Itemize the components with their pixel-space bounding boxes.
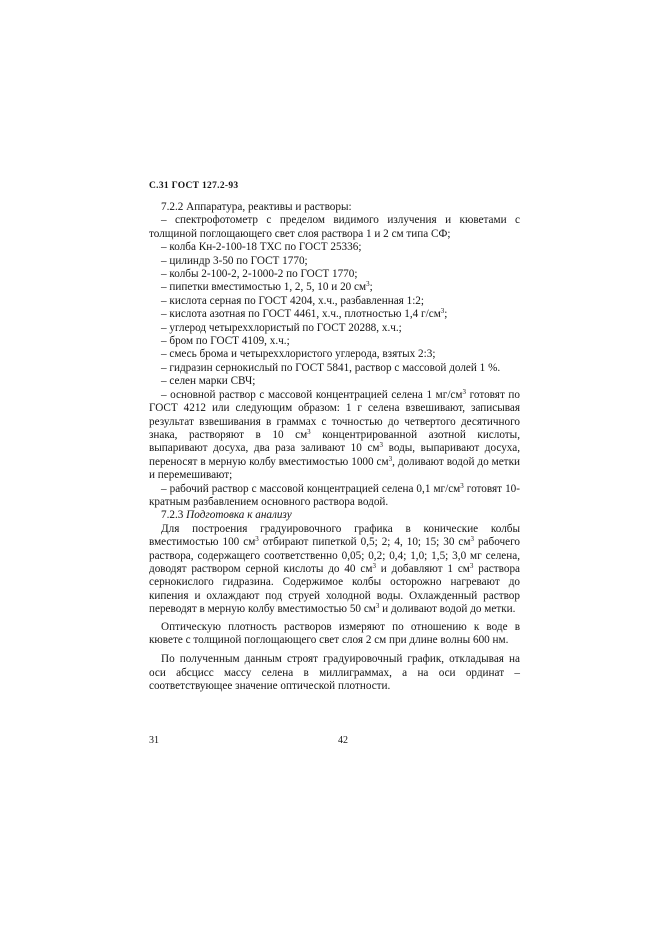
list-item [149,281,520,294]
list-item-tail: ; [444,308,448,321]
text-span: раствора сернокислого гидразина. Содержимое колбы осторожно нагревают до кипения и охлаждают под струей холодной воды. Охлажденный раствор переводят в мерную колбу вместимостью 50 см [149,562,520,616]
superscript: 3 [379,441,384,450]
list-item: – гидразин сернокислый по ГОСТ 5841, раствор с массовой долей 1 %. [161,361,501,374]
basic-solution-paragraph [149,389,520,483]
superscript: 3 [462,387,466,396]
text-span: концентрированной азотной кислоты, выпаривают досуха, два раза заливают 10 см [149,428,520,455]
section-722-title: 7.2.2 Аппаратура, реактивы и растворы: [161,201,352,213]
list-item: – колбы 2-100-2, 2-1000-2 по ГОСТ 1770; [161,268,358,281]
list-item: – бром по ГОСТ 4109, х.ч.; [161,335,290,348]
superscript: 3 [255,535,259,544]
superscript: 3 [460,481,464,490]
superscript: 3 [307,427,311,436]
superscript: 3 [440,307,445,316]
text-span: готовят по ГОСТ 4212 или следующим образом: 1 г селена взвешивают, записывая результат взвешивания в граммах с точностью до четвертого десятичного знака, растворяют в 10 см [149,388,520,441]
list-item [149,308,520,321]
text-span: и доливают водой до метки. [379,603,516,616]
list-item: – селен марки СВЧ; [161,375,256,388]
footer-page-number-center: 42 [338,735,348,746]
superscript: 3 [388,454,393,463]
section-number: 7.2.3 [161,509,184,522]
graph-paragraph: По полученным данным строят градуировочный график, откладывая на оси абсцисс массу селена в миллиграммах, а на оси ординат – соответствующее значение оптической плотности. [149,653,520,693]
text-span: – рабочий раствор с массовой концентрацией селена 0,1 мг/см [161,482,461,495]
list-item-tail: ; [369,281,373,294]
document-body [149,201,520,694]
text-span: воды, выпаривают досуха, переносят в мерную колбу вместимостью 1000 см [149,442,520,468]
text-span: отбирают пипеткой 0,5; 2; 4, 10; 15; 30 см [258,536,471,549]
text-span: рабочего раствора, содержащего соответственно 0,05; 0,2; 0,4; 1,0; 1,5; 3,0 мг селена, доводят раствором серной кислоты до 40 см [149,536,520,575]
working-solution-paragraph [149,483,520,510]
text-span: и добавляют 1 см [375,562,470,575]
section-title-italic: Подготовка к анализу [186,509,292,522]
text-span: – основной раствор с массовой концентрацией селена 1 мг/см [161,388,463,401]
optical-density-paragraph: Оптическую плотность растворов измеряют по отношению к воде в кювете с толщиной поглощающего свет слоя 2 см при длине волны 600 нм. [149,620,520,646]
list-item-text: – пипетки вместимостью 1, 2, 5, 10 и 20 см [161,281,367,294]
list-item: – колба Кн-2-100-18 ТХС по ГОСТ 25336; [161,241,362,254]
calibration-paragraph [149,523,520,617]
list-item: – спектрофотометр с пределом видимого излучения и кюветами с толщиной поглощающего свет слоя раствора 1 и 2 см типа СФ; [149,214,520,240]
superscript: 3 [372,561,376,570]
section-723-title [149,509,520,522]
superscript: 3 [375,602,380,611]
list-item: – цилиндр 3-50 по ГОСТ 1770; [161,254,308,267]
footer-page-number-left: 31 [149,735,159,746]
page-header: С.31 ГОСТ 127.2-93 [149,181,239,191]
list-item: – смесь брома и четыреххлористого углерода, взятых 2:3; [161,348,436,361]
superscript: 3 [366,280,370,289]
list-item: – углерод четыреххлористый по ГОСТ 20288, х.ч.; [161,321,402,334]
text-span: , доливают водой до метки и перемешивают; [149,455,520,482]
list-item: – кислота серная по ГОСТ 4204, х.ч., разбавленная 1:2; [161,294,425,307]
superscript: 3 [469,561,474,570]
text-span: готовят 10-кратным разбавлением основного раствора водой. [149,482,520,508]
superscript: 3 [470,535,474,544]
text-span: Для построения градуировочного графика в конические колбы вместимостью 100 см [149,522,520,549]
list-item-text: – кислота азотная по ГОСТ 4461, х.ч., плотностью 1,4 г/см [161,308,441,321]
